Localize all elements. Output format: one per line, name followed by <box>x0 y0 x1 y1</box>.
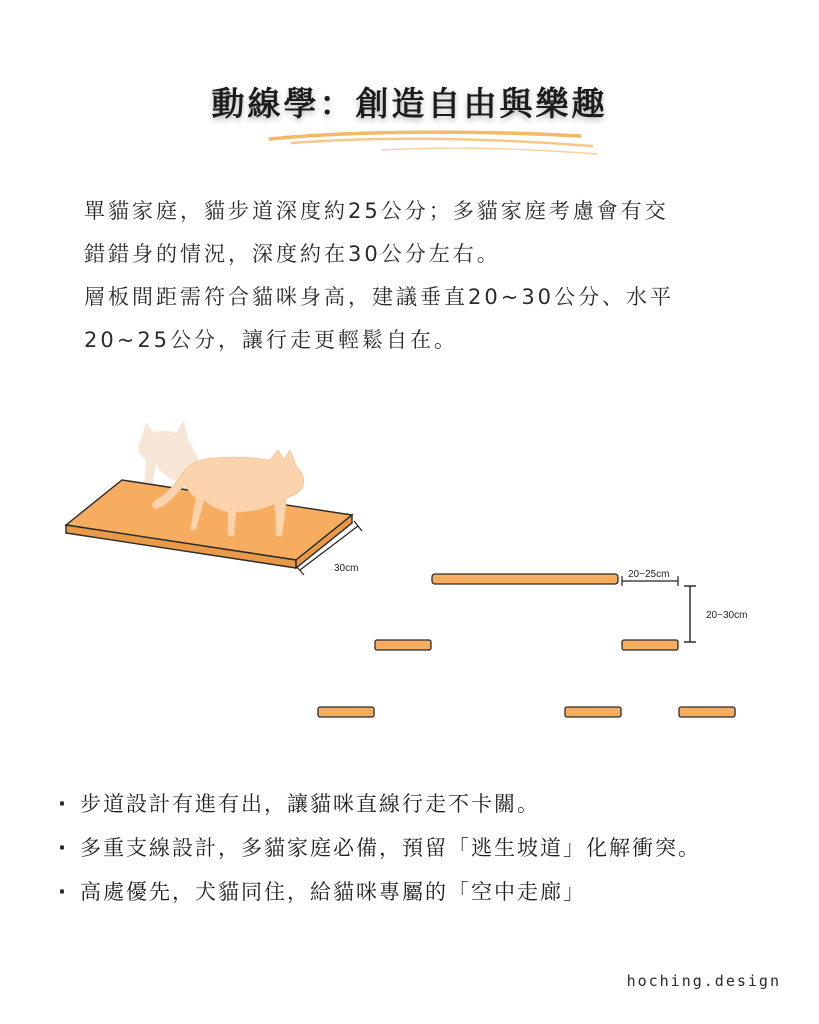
cat-walkway-diagram <box>0 400 819 730</box>
intro-line: 錯錯身的情況，深度約在30公分左右。 <box>84 242 501 266</box>
intro-line: 層板間距需符合貓咪身高，建議垂直20~30公分、水平 <box>84 285 675 309</box>
list-item <box>58 782 818 826</box>
shelf-long <box>432 574 618 584</box>
shelf <box>679 707 735 717</box>
bullet-marker: · <box>58 880 68 904</box>
vertical-gap-label: 20~30cm <box>706 610 748 621</box>
list-item <box>58 826 818 870</box>
bullet-text: 步道設計有進有出，讓貓咪直線行走不卡關。 <box>80 792 540 816</box>
shelf <box>318 707 374 717</box>
intro-line: 單貓家庭，貓步道深度約25公分；多貓家庭考慮會有交 <box>84 199 669 223</box>
bullet-text: 多重支線設計，多貓家庭必備，預留「逃生坡道」化解衝突。 <box>80 836 701 860</box>
vertical-gap-dimension <box>684 586 747 642</box>
shelf <box>375 640 431 650</box>
bullet-text: 高處優先，犬貓同住，給貓咪專屬的「空中走廊」 <box>80 880 586 904</box>
shelf <box>565 707 621 717</box>
list-item <box>58 870 818 914</box>
bullet-marker: · <box>58 836 68 860</box>
title-brush-underline <box>262 126 602 160</box>
horizontal-gap-dimension <box>622 569 678 586</box>
horizontal-gap-label: 20~25cm <box>628 569 670 580</box>
intro-paragraph <box>84 190 784 362</box>
intro-line: 20~25公分，讓行走更輕鬆自在。 <box>84 328 459 352</box>
shelf <box>622 640 678 650</box>
shelf-layout <box>318 574 735 717</box>
page-title: 動線學：創造自由與樂趣 <box>211 84 608 123</box>
bullet-list <box>58 782 818 914</box>
depth-label: 30cm <box>334 563 359 574</box>
bullet-marker: · <box>58 792 68 816</box>
footer-brand: hoching.design <box>626 972 781 990</box>
